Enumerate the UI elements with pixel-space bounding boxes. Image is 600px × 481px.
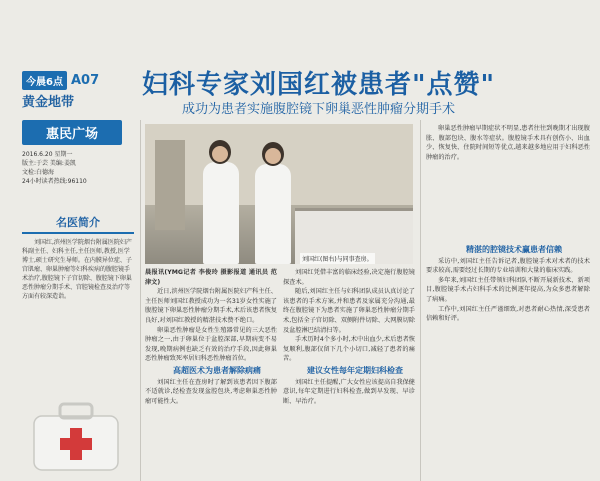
paragraph: 卵巢恶性肿瘤早期症状不明显,患者往往到晚期才出现腹胀、腹部包块、腹水等症状。腹腔镜手术具有创伤小、出血少、恢复快、住院时间短等优点,越来越多地应用于妇科恶性肿瘤的治疗。	[426, 125, 590, 161]
column-divider	[420, 120, 421, 481]
paragraph: 刘国红凭借丰富的临床经验,决定施行腹腔镜探查术。	[283, 269, 415, 286]
headline: 妇科专家刘国红被患者"点赞"	[142, 70, 496, 100]
sidebar-title: 名医简介	[22, 214, 134, 234]
news-photo	[145, 124, 413, 264]
section-heading: 高超医术为患者解除病痛	[173, 365, 261, 375]
paragraph: 采访中,刘国红主任告诉记者,腹腔镜手术对术者的技术要求较高,需要经过长期的专业培训和大量的临床实践。	[426, 257, 590, 275]
section-title: 惠民广场	[22, 120, 122, 145]
red-cross-horizontal-icon	[60, 438, 92, 450]
article-column-1	[145, 268, 277, 406]
paragraph: 随后,刘国红主任与妇科团队成员认真讨论了该患者的手术方案,并和患者及家属充分沟通,最终在腹腔镜下为患者实施了卵巢恶性肿瘤分期手术,包括全子宫切除、双侧附件切除、大网膜切除及盆腔淋巴结清扫等。	[283, 288, 415, 334]
editors: 版主:于芸 美编:姜凯	[22, 160, 76, 167]
paragraph: 多年来,刘国红主任带领妇科团队不断开展新技术、新项目,腹腔镜手术占妇科手术的比例逐年提高,为众多患者解除了病痛。	[426, 276, 590, 303]
masthead-brand: 今晨6点	[22, 71, 67, 90]
article-column-2	[283, 268, 415, 406]
article-column-3	[426, 124, 590, 162]
sidebar-text: 刘国红,滨州医学院烟台附属医院妇产科副主任、妇科主任,主任医师,教授,医学博士,硕士研究生导师。在内膜异位症、子宫肌瘤、卵巢肿瘤等妇科疾病的腹腔镜手术治疗,腹腔镜下子宫切除、腹腔镜下卵巢恶性肿瘤分期手术、宫腔镜检查及治疗等方面有较深造诣。	[22, 239, 132, 300]
masthead-meta	[22, 150, 134, 186]
doctor-profile-sidebar	[22, 214, 134, 301]
issue-date: 2016.6.20 星期一	[22, 151, 73, 158]
paragraph: 刘国红主任提醒,广大女性应该提高自我保健意识,每年定期进行妇科检查,做到早发现、早诊断、早治疗。	[283, 378, 415, 405]
article-byline: 晨报讯(YMG记者 李俊玲 摄影报道 通讯员 范津文)	[145, 269, 277, 286]
paragraph: 近日,滨州医学院烟台附属医院妇产科主任、主任医师刘国红教授成功为一名31岁女性实施了腹腔镜下卵巢恶性肿瘤分期手术,术后该患者恢复良好,对刘国红教授的精湛技术赞不绝口。	[145, 288, 277, 324]
photo-doctor-right-face	[265, 148, 281, 164]
page-number: A07	[70, 72, 100, 88]
masthead	[22, 70, 134, 186]
photo-doctor-left-face	[212, 146, 228, 162]
medical-kit-illustration	[26, 394, 126, 476]
photo-caption: 刘国红(图右)与同事查房。	[300, 253, 375, 264]
photo-doctor-left	[203, 162, 239, 264]
paragraph: 手术历时4个多小时,术中出血少,术后患者恢复顺利,腹部仅留下几个小切口,减轻了患者的痛苦。	[283, 336, 415, 363]
section-heading: 精湛的腔镜技术赢患者信赖	[466, 245, 562, 254]
photo-doctor-right	[255, 164, 291, 264]
reader-hotline: 24小时读者热线:96110	[22, 178, 87, 185]
article-column-3-lower	[426, 243, 590, 324]
subheadline: 成功为患者实施腹腔镜下卵巢恶性肿瘤分期手术	[182, 102, 456, 117]
channel-name: 黄金地带	[22, 95, 75, 110]
paragraph: 工作中,刘国红主任严谨细致,对患者耐心热情,深受患者信赖和好评。	[426, 305, 590, 323]
paragraph: 刘国红主任在查房时了解到该患者因下腹部不适就诊,经检查发现盆腔包块,考虑卵巢恶性肿瘤可能性大。	[145, 378, 277, 405]
paragraph: 卵巢恶性肿瘤是女性生殖器常见的三大恶性肿瘤之一,由于卵巢位于盆腔深部,早期病变不易发现,晚期病例也缺乏有效的治疗手段,因此卵巢恶性肿瘤致死率居妇科恶性肿瘤首位。	[145, 326, 277, 363]
proofreader: 文检:白德海	[22, 169, 55, 176]
section-heading: 建议女性每年定期妇科检查	[307, 365, 403, 375]
column-divider	[140, 120, 141, 481]
photo-door	[155, 140, 185, 230]
